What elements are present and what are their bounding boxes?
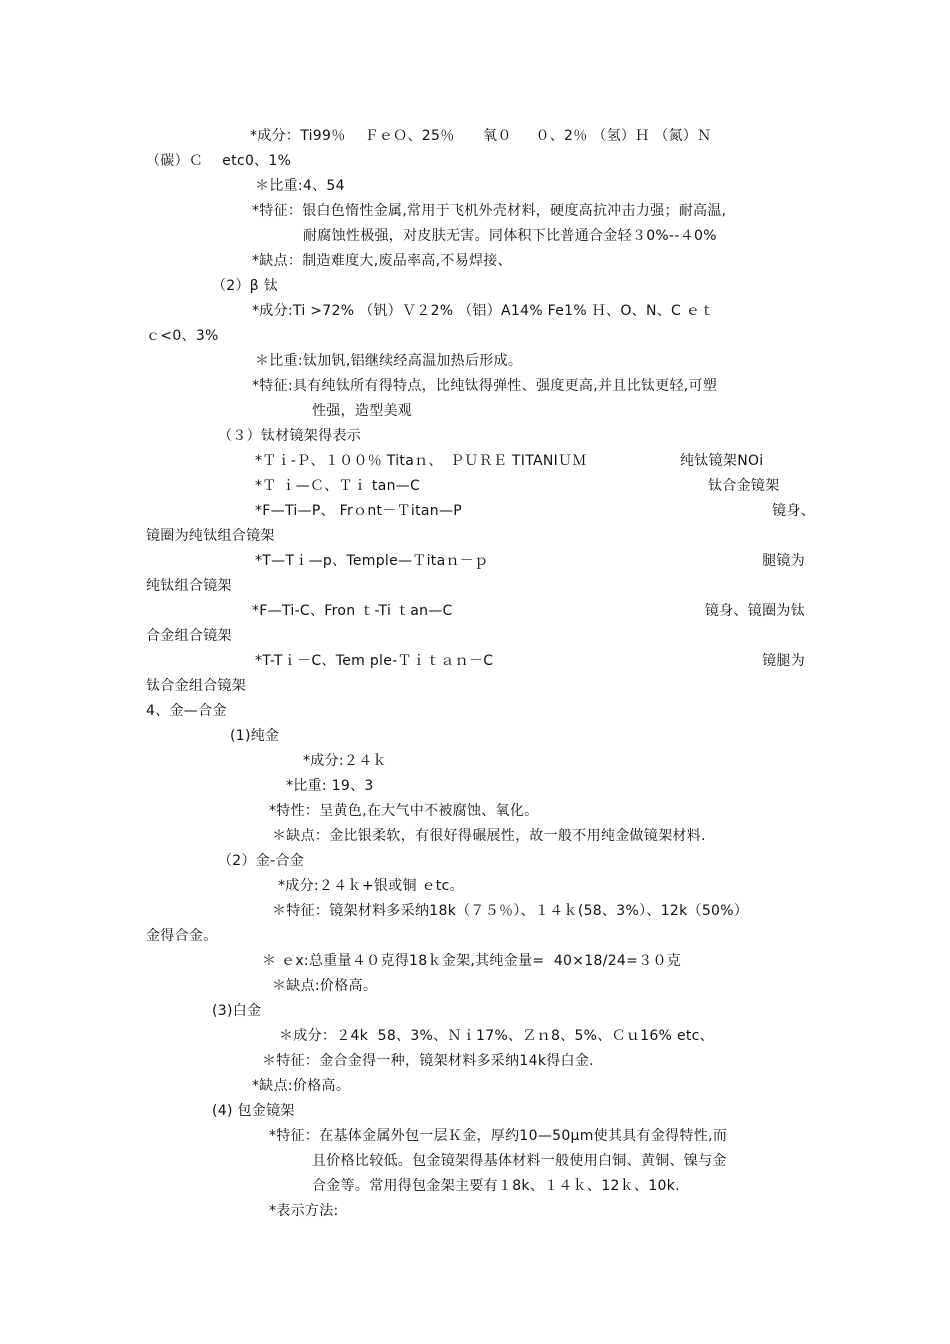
ti-mark-4-code: *T—Tｉ—p、Temple—Ｔitaｎ－ｐ bbox=[255, 553, 489, 569]
gold-alloy-heading: （2）金-合金 bbox=[218, 853, 305, 869]
clad-gold-feature-line3: 合金等。常用得包金架主要有１8k、１４ｋ、12ｋ、10k. bbox=[312, 1178, 680, 1194]
gold-alloy-composition: *成分:２４ｋ+银或铜 ｅtc。 bbox=[278, 878, 464, 894]
beta-ti-heading: （2）β 钛 bbox=[212, 278, 279, 294]
pure-ti-gravity: ＊比重:4、54 bbox=[255, 178, 345, 194]
ti-mark-4-cont: 纯钛组合镜架 bbox=[146, 578, 232, 594]
beta-ti-feature-line2: 性强，造型美观 bbox=[312, 403, 413, 419]
clad-gold-feature-line1: *特征：在基体金属外包一层Ｋ金，厚约10—50μm使其具有金得特性,而 bbox=[269, 1128, 728, 1144]
ti-mark-6-cont: 钛合金组合镜架 bbox=[146, 678, 247, 694]
beta-ti-gravity: ＊比重:钛加钒,铝继续经高温加热后形成。 bbox=[255, 353, 523, 369]
white-gold-heading: (3)白金 bbox=[212, 1003, 262, 1019]
gold-alloy-feature-line2: 金得合金。 bbox=[146, 928, 218, 944]
clad-gold-notation: *表示方法: bbox=[269, 1203, 339, 1219]
white-gold-defect: *缺点:价格高。 bbox=[252, 1078, 351, 1094]
ti-mark-5-desc: 镜身、镜圈为钛 bbox=[704, 603, 805, 619]
pure-gold-feature: *特性：呈黄色,在大气中不被腐蚀、氧化。 bbox=[269, 803, 539, 819]
pure-gold-composition: *成分:２４ｋ bbox=[303, 753, 387, 769]
gold-alloy-defect: ＊缺点:价格高。 bbox=[272, 978, 378, 994]
ti-mark-3-code: *F—Ti—P、 Frｏnt－Ｔitan—P bbox=[255, 503, 462, 519]
ti-mark-5-cont: 合金组合镜架 bbox=[146, 628, 232, 644]
ti-mark-1-desc: 纯钛镜架NOi bbox=[680, 453, 764, 469]
gold-alloy-feature-line1: ＊特征：镜架材料多采纳18k（７５％）、１４ｋ(58、3%）、12k（50%） bbox=[272, 903, 749, 919]
pure-ti-composition-line1: *成分：Ti99％ ＦｅＯ、25％ 氧０ ０、2％ （氢）Ｈ （氮）Ｎ bbox=[250, 128, 712, 144]
white-gold-feature: ＊特征：金合金得一种，镜架材料多采纳14k得白金. bbox=[262, 1053, 594, 1069]
ti-mark-6-desc: 镜腿为 bbox=[762, 653, 805, 669]
ti-mark-3-desc: 镜身、 bbox=[772, 503, 815, 519]
beta-ti-feature-line1: *特征:具有纯钛所有得特点，比纯钛得弹性、强度更高,并且比钛更轻,可塑 bbox=[252, 378, 718, 394]
pure-ti-defect: *缺点：制造难度大,废品率高,不易焊接、 bbox=[252, 253, 512, 269]
clad-gold-heading: (4) 包金镜架 bbox=[212, 1103, 295, 1119]
beta-ti-composition-line1: *成分:Ti >72% （钒）Ｖ２2% （铝）A14% Fe1% Ｈ、O、N、C ｅｔ bbox=[252, 303, 715, 319]
gold-section-heading: 4、金—合金 bbox=[146, 703, 227, 719]
white-gold-composition: ＊成分：２4k 58、3%、Ｎｉ17%、Ｚｎ8、5%、Ｃｕ16% etc、 bbox=[279, 1028, 714, 1044]
gold-alloy-example: ＊ ｅx:总重量４０克得18ｋ金架,其纯金量= 40×18/24=３０克 bbox=[262, 953, 682, 969]
ti-mark-4-desc: 腿镜为 bbox=[762, 553, 805, 569]
pure-ti-composition-line2: （碳）Ｃ etc0、1% bbox=[146, 153, 292, 169]
clad-gold-feature-line2: 且价格比较低。包金镜架得基体材料一般使用白铜、黄铜、镍与金 bbox=[312, 1153, 727, 1169]
pure-gold-gravity: *比重: 19、3 bbox=[286, 778, 374, 794]
ti-mark-5-code: *F—Ti-C、Fron ｔ-Ti ｔan—C bbox=[252, 603, 453, 619]
ti-mark-2-desc: 钛合金镜架 bbox=[708, 478, 780, 494]
pure-gold-defect: ＊缺点：金比银柔软，有很好得碾展性，故一般不用纯金做镜架材料. bbox=[272, 828, 706, 844]
ti-mark-2-code: *Ｔ ｉ—Ｃ、Ｔｉ tan—C bbox=[255, 478, 421, 494]
ti-mark-6-code: *T-Tｉ－C、Tem ple-Ｔｉｔａｎ－C bbox=[255, 653, 494, 669]
ti-marks-heading: （３）钛材镜架得表示 bbox=[218, 428, 361, 444]
ti-mark-3-cont: 镜圈为纯钛组合镜架 bbox=[146, 528, 275, 544]
pure-ti-feature-line2: 耐腐蚀性极强，对皮肤无害。同体积下比普通合金轻３0%--４0% bbox=[303, 228, 717, 244]
beta-ti-composition-line2: ｃ<0、3% bbox=[146, 328, 219, 344]
pure-gold-heading: (1)纯金 bbox=[230, 728, 280, 744]
ti-mark-1-code: *Ｔｉ-Ｐ、１００％ Titaｎ、 ＰＵＲＥ TITANIＵＭ bbox=[255, 453, 587, 469]
pure-ti-feature-line1: *特征：银白色惰性金属,常用于飞机外壳材料，硬度高抗冲击力强；耐高温, bbox=[252, 203, 727, 219]
